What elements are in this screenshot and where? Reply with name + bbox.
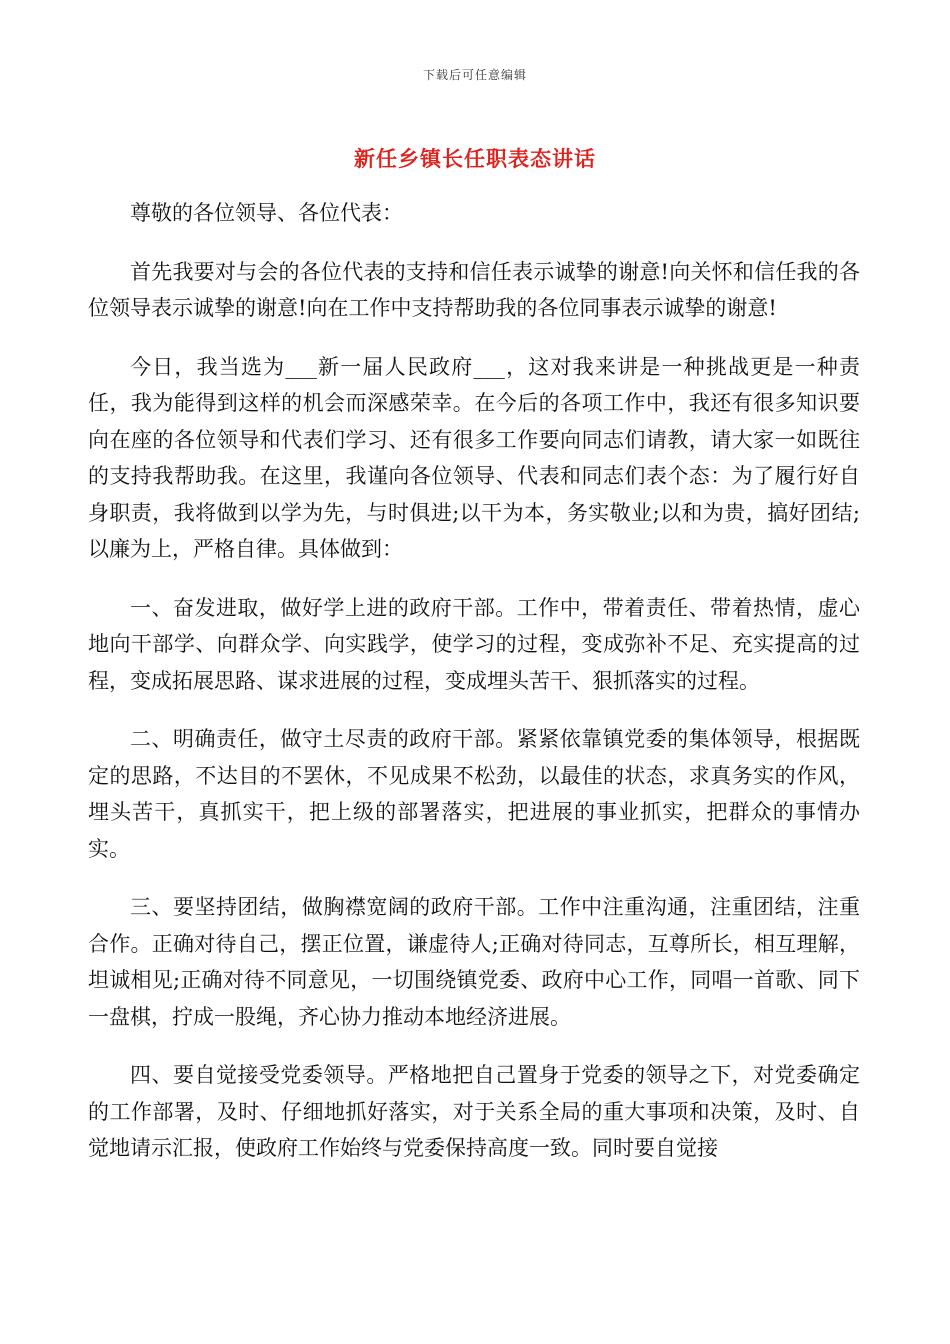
body-paragraph: 二、明确责任，做守土尽责的政府干部。紧紧依靠镇党委的集体领导，根据既定的思路，不达目的不罢休，不见成果不松劲，以最佳的状态，求真务实的作风，埋头苦干，真抓实干，把上级的部署落实，把进展的事业抓实，把群众的事情办实。: [88, 727, 860, 861]
header-note: 下载后可任意编辑: [422, 68, 527, 82]
greeting-paragraph: 尊敬的各位领导、各位代表：: [130, 201, 403, 225]
body-paragraph: 四、要自觉接受党委领导。严格地把自己置身于党委的领导之下，对党委确定的工作部署，及时、仔细地抓好落实，对于关系全局的重大事项和决策，及时、自觉地请示汇报，使政府工作始终与党委保持高度一致。同时要自觉接: [88, 1063, 860, 1160]
document-body: [88, 195, 860, 1189]
body-paragraph: 一、奋发进取，做好学上进的政府干部。工作中，带着责任、带着热情，虚心地向干部学、向群众学、向实践学，使学习的过程，变成弥补不足、充实提高的过程，变成拓展思路、谋求进展的过程，变成埋头苦干、狠抓落实的过程。: [88, 595, 860, 693]
body-paragraph: 三、要坚持团结，做胸襟宽阔的政府干部。工作中注重沟通，注重团结，注重合作。正确对待自己，摆正位置，谦虚待人;正确对待同志，互尊所长，相互理解，坦诚相见;正确对待不同意见，一切围绕镇党委、政府中心工作，同唱一首歌、同下一盘棋，拧成一股绳，齐心协力推动本地经济进展。: [88, 895, 860, 1029]
body-paragraph: 今日，我当选为___新一届人民政府___，这对我来讲是一种挑战更是一种责任，我为能得到这样的机会而深感荣幸。在今后的各项工作中，我还有很多知识要向在座的各位领导和代表们学习、还有很多工作要向同志们请教，请大家一如既往的支持我帮助我。在这里，我谨向各位领导、代表和同志们表个态：为了履行好自身职责，我将做到以学为先，与时俱进;以干为本，务实敬业;以和为贵，搞好团结;以廉为上，严格自律。具体做到：: [88, 354, 860, 561]
document-title: 新任乡镇长任职表态讲话: [354, 146, 596, 171]
body-paragraph: 首先我要对与会的各位代表的支持和信任表示诚挚的谢意!向关怀和信任我的各位领导表示诚挚的谢意!向在工作中支持帮助我的各位同事表示诚挚的谢意!: [88, 259, 860, 320]
